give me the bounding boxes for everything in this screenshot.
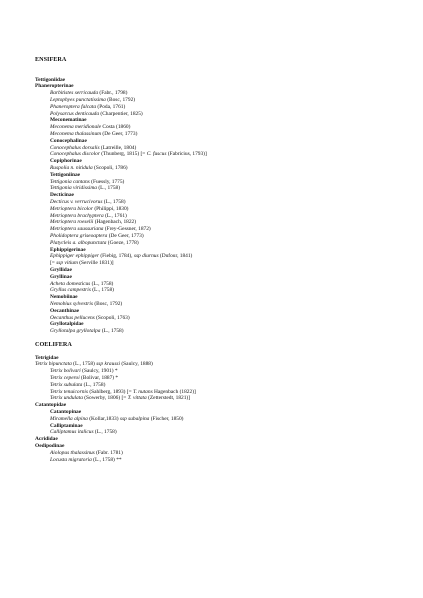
authority-text: (L., 1758) (100, 328, 124, 335)
authority-text: (Charpentier, 1825) (99, 110, 143, 117)
species-name: Tettigonia cantans (50, 178, 90, 185)
species-name: Calliptamus italicus (50, 429, 94, 436)
list-line (50, 111, 143, 118)
list-line (50, 416, 183, 423)
species-name: Miramella alpina (50, 415, 88, 422)
authority-text: (Sahlberg, 1893) [= (87, 388, 133, 395)
authority-text: (Scopoli, 1763) (94, 314, 130, 321)
list-line (50, 104, 125, 111)
species-name: Locusta migratoria (50, 456, 92, 463)
species-name: Oecanthus pellucens (50, 314, 95, 321)
species-name: Aiolopus thalassinus (50, 449, 95, 456)
species-name: Acheta domesticus (50, 280, 91, 287)
authority-text: (L., 1758) (102, 199, 126, 205)
authority-text: (De Geer, 1773) (101, 131, 138, 137)
species-name: Gryllotalpa gryllotalpa (50, 328, 101, 335)
list-line (50, 124, 130, 131)
list-line (35, 436, 58, 443)
list-line (35, 77, 65, 84)
taxon-heading: Conocephalinae (50, 137, 87, 144)
list-line (50, 287, 114, 294)
species-name: Ephippiger ephippiger (50, 253, 99, 260)
list-line (50, 308, 79, 315)
list-line (50, 185, 120, 192)
species-name: Nemobius sylvestris (50, 301, 93, 307)
species-name: Leptophyes punctatissima (50, 97, 106, 103)
species-name: Tetrix bolivari (50, 368, 81, 375)
list-line (50, 457, 122, 464)
species-name: C. fuscus (146, 151, 167, 158)
authority-text: (Philippi, 1830) (92, 205, 129, 212)
authority-text: (Bosc, 1792) (92, 301, 123, 307)
taxon-heading: ENSIFERA (35, 56, 67, 63)
list-line (50, 294, 78, 301)
species-name: Tetrix ceperoi (50, 375, 80, 381)
authority-text: (Fiebig, 1784), (98, 253, 134, 260)
list-line (35, 342, 72, 349)
list-line (50, 226, 151, 233)
list-line (50, 192, 74, 199)
species-name: ssp vitium (56, 260, 78, 267)
authority-text: (Zetterstedt, 1821)] (146, 395, 191, 402)
authority-text: (Thunberg, 1815) [= (99, 151, 147, 158)
authority-text: (Fabr. 1781) (94, 449, 123, 456)
taxon-heading: Catantopinae (50, 409, 82, 415)
authority-text: (Serville 1831)] (77, 260, 114, 267)
authority-text: (Goeze, 1778) (106, 239, 139, 246)
authority-text: (Poda, 1761) (96, 103, 126, 110)
list-line (50, 267, 72, 274)
species-name: ssp diurnus (133, 253, 159, 260)
list-line (50, 199, 126, 206)
list-line (50, 301, 122, 308)
taxon-heading: Tetrigidae (35, 354, 59, 361)
species-name: Polysarcus denticauda (50, 110, 100, 117)
authority-text: Costa (1860) (101, 124, 131, 131)
species-name: Tetrix bipunctata (35, 361, 72, 368)
taxon-heading: Oecanthinae (50, 307, 80, 314)
authority-text: (L., 1758) (82, 381, 106, 388)
taxon-heading: Gryllidae (50, 267, 72, 273)
authority-text: (Fabr., 1798) (98, 90, 128, 97)
authority-text: (Fabricius, 1793)] (166, 151, 207, 158)
authority-text: (L., 1758) (96, 185, 121, 192)
taxon-heading: Gryllotalpidae (50, 321, 84, 328)
taxon-heading: Ephippigerinae (50, 246, 86, 253)
authority-text: (Scopoli, 1786) (92, 165, 128, 171)
authority-text: (Latreille, 1804) (99, 144, 137, 151)
list-line (50, 138, 87, 145)
species-name: Metrioptera bicolor (50, 205, 93, 212)
authority-text: (Fischer, 1850) (149, 415, 184, 422)
species-name: Conocephalus dorsalis (50, 144, 100, 151)
authority-text: (Bosc, 1792) (105, 97, 136, 103)
species-name: Tetrix tenuicornis (50, 388, 88, 395)
authority-text: (L., 1758) (90, 287, 114, 294)
species-name: Meconema thalassinum (50, 131, 102, 137)
species-name: T. nutans (133, 388, 153, 395)
taxon-heading: Copiphorinae (50, 158, 82, 165)
list-line (35, 57, 66, 64)
list-line (50, 97, 135, 104)
taxon-heading: Decticinae (50, 192, 74, 199)
list-line (50, 172, 80, 179)
authority-text: (Hagenbach, 1822) (93, 219, 137, 226)
list-line (35, 443, 64, 450)
authority-text: (De Geer, 1773) (107, 233, 144, 239)
species-name: Gryllus campestris (50, 287, 91, 294)
taxon-heading: Acrididae (35, 436, 58, 443)
list-line (50, 368, 118, 375)
species-name: Conocephalus discolor (50, 151, 100, 158)
authority-text: (L., 1761) (103, 212, 127, 219)
taxon-heading: Phaneropterinae (35, 83, 74, 90)
authority-text: (Bolivar, 1887) * (79, 375, 119, 381)
list-line (50, 240, 139, 247)
list-line (50, 233, 144, 240)
species-name: Tetrix subulata (50, 381, 83, 388)
list-line (50, 328, 124, 335)
species-name: Decticus v. verrucivorus (50, 199, 103, 205)
species-name: Barbitistes serricauda (50, 90, 99, 97)
list-line (50, 260, 114, 267)
authority-text: (Sowerby, 1806) [= (82, 395, 128, 402)
authority-text: (Saulcy, 1901) * (80, 368, 118, 375)
species-name: Platycleis a. albopunctata (50, 239, 107, 246)
list-line (50, 450, 123, 457)
taxon-heading: COELIFERA (35, 340, 72, 348)
species-name: Ruspolia n. nitidula (50, 165, 93, 171)
taxon-heading: Oedipodinae (35, 443, 65, 449)
authority-text: [= (50, 260, 57, 267)
species-name: Metrioptera saussuriana (50, 226, 104, 233)
taxon-heading: Meconematinae (50, 117, 87, 124)
list-line (50, 395, 190, 402)
list-line (50, 131, 137, 138)
authority-text: (L., 1758) (93, 429, 117, 436)
authority-text: (Fuessly, 1775) (89, 178, 125, 185)
species-name: ssp subalpina (119, 415, 150, 422)
species-name: Metrioptera brachyptera (50, 212, 104, 219)
list-line (50, 315, 130, 322)
list-line (35, 402, 66, 409)
taxon-heading: Catantopidae (35, 402, 67, 409)
list-line (50, 429, 117, 436)
taxon-heading: Nemobiinae (50, 294, 78, 301)
list-line (50, 165, 128, 172)
authority-text: (L., 1758) (90, 280, 114, 287)
taxon-heading: Calliptaminae (50, 422, 83, 429)
authority-text: (L., 1758) ** (91, 456, 122, 463)
list-line (50, 382, 105, 389)
list-line (50, 158, 82, 165)
list-line (50, 151, 207, 158)
authority-text: (Dufour, 1841) (158, 253, 193, 260)
list-line (50, 409, 81, 416)
species-name: Metrioptera roeselii (50, 219, 94, 226)
list-line (50, 375, 118, 382)
taxon-heading: Gryllinae (50, 273, 72, 280)
authority-text: Hagenbach (1822)] (152, 388, 196, 395)
species-name: Tetrix undulata (50, 395, 83, 402)
authority-text: (Kollar,1833) (87, 415, 120, 422)
taxon-heading: Tettigoniidae (35, 76, 66, 83)
list-line (50, 90, 127, 97)
authority-text: (L., 1758) (71, 361, 97, 368)
species-name: Phaneroptera falcata (50, 103, 97, 110)
species-name: ssp kraussi (96, 361, 121, 368)
species-name: Tettigonia viridissima (50, 185, 97, 192)
species-name: Pholidoptera griseoaptera (50, 233, 108, 239)
species-name: T. vittata (127, 395, 147, 402)
list-line (50, 274, 72, 281)
species-name: Meconema meridionale (50, 124, 102, 131)
authority-text: (Saulcy, 1888) (120, 361, 153, 368)
authority-text: (Frey-Gessner, 1872) (103, 226, 151, 233)
taxon-heading: Tettigoniinae (50, 171, 81, 178)
list-line (50, 206, 128, 213)
